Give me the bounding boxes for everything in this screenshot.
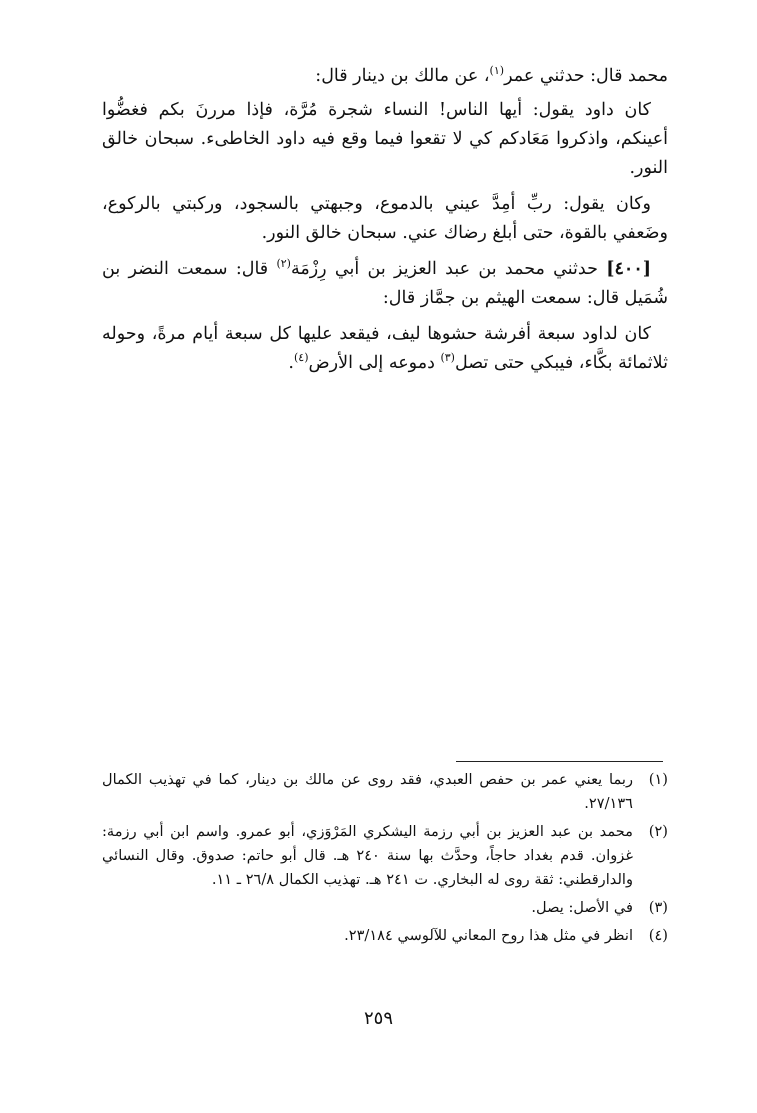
footnote-text: ربما يعني عمر بن حفص العبدي، فقد روى عن مالك بن دينار، كما في تهذيب الكمال ٢٧/١٣٦. (102, 771, 633, 812)
paragraph-4-text-b: قال: سمعت النضر بن شُمَيل قال: سمعت الهيثم بن جمَّاز قال: (102, 259, 668, 308)
footnote-ref-1[interactable]: (١) (489, 64, 505, 78)
paragraph-1-text-b: ، عن مالك بن دينار قال: (315, 66, 490, 86)
footnotes (102, 768, 668, 952)
paragraph-5 (102, 320, 668, 378)
narration-number: [٤٠٠] (606, 259, 651, 279)
paragraph-3 (102, 190, 668, 248)
footnote-ref-3[interactable]: (٣) (440, 351, 455, 365)
page-number: ٢٥٩ (363, 1008, 393, 1029)
paragraph-5-text-c: . (288, 353, 294, 373)
paragraph-5-text-a: كان لداود سبعة أفرشة حشوها ليف، فيقعد عليها كل سبعة أيام مرةً، وحوله ثلاثمائة بكَّاء، فيبكي حتى تصل (102, 324, 668, 373)
footnote-number: (٣) (648, 899, 668, 916)
footnote-number: (١) (648, 771, 668, 788)
footnote-3 (102, 896, 668, 920)
footnote-text: انظر في مثل هذا روح المعاني للآلوسي ٢٣/١٨٤. (344, 927, 633, 944)
footnote-1 (102, 768, 668, 816)
paragraph-2 (102, 96, 668, 183)
footnote-ref-4[interactable]: (٤) (293, 351, 309, 365)
paragraph-2-text: كان داود يقول: أيها الناس! النساء شجرة مُرَّة، فإذا مررنَ بكم فغضُّوا أعينكم، واذكروا مَعَادكم كي لا تقعوا فيما وقع فيه داود الخاطىء. سبحان خالق النور. (102, 100, 668, 178)
paragraph-5-text-b: دموعه إلى الأرض (308, 353, 441, 373)
footnote-text: في الأصل: يصل. (531, 899, 633, 916)
footnote-ref-2[interactable]: (٢) (276, 257, 291, 271)
footnote-2 (102, 820, 668, 892)
paragraph-4-text-a: حدثني محمد بن عبد العزيز بن أبي رِزْمَة (290, 259, 607, 279)
footnote-text: محمد بن عبد العزيز بن أبي رزمة اليشكري المَرْوَزي، أبو عمرو. واسم ابن أبي رزمة: غزوان. قدم بغداد حاجاً، وحدَّث بها سنة ٢٤٠ هـ. قال أبو حاتم: صدوق. وقال النسائي والدارقطني: ثقة روى له البخاري. ت ٢٤١ هـ. تهذيب الكمال ٢٦/٨ ـ ١١. (102, 823, 633, 888)
paragraph-3-text: وكان يقول: ربِّ أمِدَّ عيني بالدموع، وجبهتي بالسجود، وركبتي بالركوع، وضَعفي بالقوة، حتى أبلغ رضاك عني. سبحان خالق النور. (102, 194, 668, 243)
paragraph-1-text-a: محمد قال: حدثني عمر (504, 66, 668, 86)
footnote-4 (102, 924, 668, 948)
main-text (102, 62, 668, 385)
footnote-number: (٢) (648, 823, 668, 840)
footnote-number: (٤) (648, 927, 668, 944)
paragraph-4 (102, 255, 668, 313)
paragraph-1 (102, 62, 668, 91)
footnote-separator (456, 761, 663, 762)
